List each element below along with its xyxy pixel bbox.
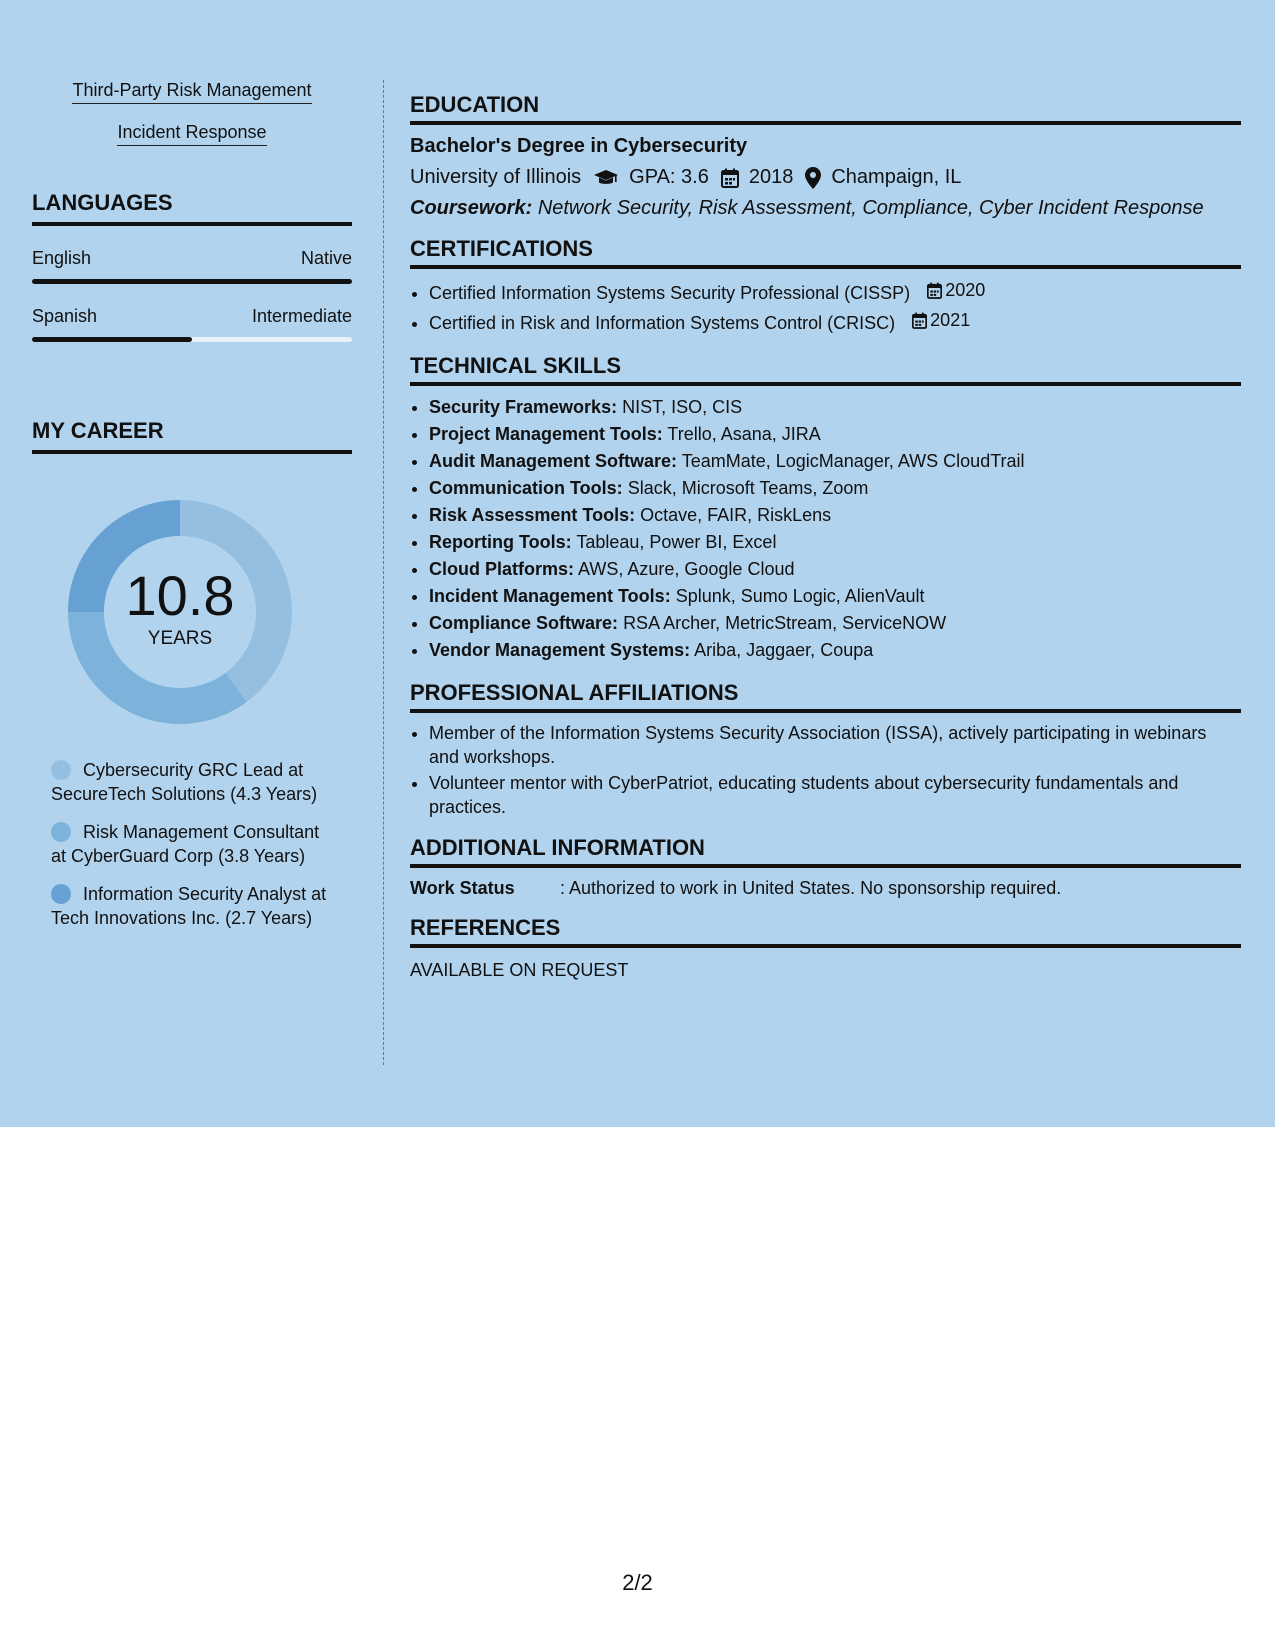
skill-category: Risk Assessment Tools: xyxy=(429,505,636,525)
skill-category: Security Frameworks: xyxy=(429,397,618,417)
career-legend-label: Information Security Analyst at Tech Innovations Inc. (2.7 Years) xyxy=(51,884,327,928)
references-section xyxy=(410,915,1241,981)
legend-dot-icon xyxy=(51,884,71,904)
career-legend-item xyxy=(51,882,336,930)
skill-tags xyxy=(32,80,352,146)
skill-values: Ariba, Jaggaer, Coupa xyxy=(694,640,874,660)
affiliation-item: • Volunteer mentor with CyberPatriot, educating students about cybersecurity fundamentals and practices. xyxy=(429,771,1241,819)
section-heading: REFERENCES xyxy=(410,915,1241,948)
section-heading: ADDITIONAL INFORMATION xyxy=(410,835,1241,868)
additional-info-section xyxy=(410,835,1241,899)
skill-item xyxy=(429,421,1241,448)
language-level: Intermediate xyxy=(251,306,352,326)
page-number: 2/2 xyxy=(622,1570,653,1595)
career-total-years: 10.8 xyxy=(125,564,235,627)
language-proficiency-bar xyxy=(32,337,352,342)
career-legend-label: Risk Management Consultant at CyberGuard Corp (3.8 Years) xyxy=(51,822,320,866)
skill-category: Incident Management Tools: xyxy=(429,586,671,606)
skill-category: Vendor Management Systems: xyxy=(429,640,691,660)
skill-values: NIST, ISO, CIS xyxy=(622,397,743,417)
skill-values: AWS, Azure, Google Cloud xyxy=(578,559,795,579)
graduation-cap-icon xyxy=(593,169,619,187)
education-details xyxy=(410,166,1241,189)
coursework-label: Coursework: xyxy=(410,197,533,219)
column-divider xyxy=(383,80,384,1065)
certification-name: Certified Information Systems Security Professional (CISSP) xyxy=(429,283,911,303)
references-text: AVAILABLE ON REQUEST xyxy=(410,960,629,980)
career-legend-item xyxy=(51,820,336,868)
language-level: Native xyxy=(300,248,352,268)
skill-item xyxy=(429,556,1241,583)
career-heading: MY CAREER xyxy=(32,418,352,454)
language-name: Spanish xyxy=(32,306,98,326)
donut-center xyxy=(66,498,294,726)
language-entry xyxy=(32,248,352,284)
section-heading: TECHNICAL SKILLS xyxy=(410,353,1241,386)
skill-values: Octave, FAIR, RiskLens xyxy=(640,505,832,525)
coursework-list: Network Security, Risk Assessment, Compliance, Cyber Incident Response xyxy=(537,197,1204,219)
legend-dot-icon xyxy=(51,822,71,842)
skill-values: Tableau, Power BI, Excel xyxy=(576,532,777,552)
coursework xyxy=(410,197,1241,220)
language-name: English xyxy=(32,248,92,268)
certification-year: 2021 xyxy=(930,310,971,330)
affiliations-section xyxy=(410,680,1241,819)
gpa: GPA: 3.6 xyxy=(629,166,709,188)
calendar-icon xyxy=(721,168,739,188)
technical-skills-list xyxy=(410,394,1241,664)
legend-dot-icon xyxy=(51,760,71,780)
skill-item xyxy=(429,529,1241,556)
skill-item xyxy=(429,475,1241,502)
sidebar xyxy=(32,80,352,944)
main-content xyxy=(410,92,1241,997)
career-legend xyxy=(32,758,336,930)
affiliations-list xyxy=(410,721,1241,819)
school-name: University of Illinois xyxy=(410,166,582,188)
career-legend-label: Cybersecurity GRC Lead at SecureTech Solutions (4.3 Years) xyxy=(51,760,318,804)
skill-item xyxy=(429,502,1241,529)
skill-category: Communication Tools: xyxy=(429,478,623,498)
calendar-icon xyxy=(927,282,942,299)
skill-item xyxy=(429,583,1241,610)
language-entry xyxy=(32,306,352,342)
education-section xyxy=(410,92,1241,220)
skill-item xyxy=(429,637,1241,664)
certification-name: Certified in Risk and Information Systems Control (CRISC) xyxy=(429,313,896,333)
technical-skills-section xyxy=(410,353,1241,664)
work-status-label: Work Status xyxy=(410,878,515,898)
language-proficiency-bar xyxy=(32,279,352,284)
skill-values: RSA Archer, MetricStream, ServiceNOW xyxy=(623,613,947,633)
career-years-unit: YEARS xyxy=(147,628,213,649)
career-donut-chart xyxy=(66,498,294,726)
skill-tag: Incident Response xyxy=(117,122,266,146)
skill-category: Project Management Tools: xyxy=(429,424,663,444)
skill-category: Compliance Software: xyxy=(429,613,619,633)
languages-heading: LANGUAGES xyxy=(32,190,352,226)
school-location: Champaign, IL xyxy=(831,166,962,188)
skill-item xyxy=(429,610,1241,637)
skill-values: Slack, Microsoft Teams, Zoom xyxy=(627,478,869,498)
certification-item xyxy=(429,307,1241,337)
language-proficiency-fill xyxy=(32,337,192,342)
language-proficiency-fill xyxy=(32,279,352,284)
career-legend-item xyxy=(51,758,336,806)
certifications-list xyxy=(410,277,1241,337)
work-status-value: : Authorized to work in United States. No sponsorship required. xyxy=(560,878,1062,898)
graduation-year: 2018 xyxy=(748,166,794,188)
skill-item xyxy=(429,448,1241,475)
skill-item xyxy=(429,394,1241,421)
skill-values: TeamMate, LogicManager, AWS CloudTrail xyxy=(681,451,1025,471)
degree-title: Bachelor's Degree in Cybersecurity xyxy=(410,135,748,157)
calendar-icon xyxy=(912,312,927,329)
affiliation-item: • Member of the Information Systems Security Association (ISSA), actively participating in webinars and workshops. xyxy=(429,721,1241,769)
skill-values: Trello, Asana, JIRA xyxy=(667,424,821,444)
section-heading: PROFESSIONAL AFFILIATIONS xyxy=(410,680,1241,713)
certification-item xyxy=(429,277,1241,307)
skill-category: Cloud Platforms: xyxy=(429,559,575,579)
section-heading: CERTIFICATIONS xyxy=(410,236,1241,269)
skill-category: Reporting Tools: xyxy=(429,532,572,552)
skill-category: Audit Management Software: xyxy=(429,451,678,471)
section-heading: EDUCATION xyxy=(410,92,1241,125)
certifications-section xyxy=(410,236,1241,337)
map-pin-icon xyxy=(805,167,821,189)
skill-values: Splunk, Sumo Logic, AlienVault xyxy=(675,586,925,606)
certification-year: 2020 xyxy=(945,280,986,300)
work-status-row xyxy=(410,878,1241,899)
skill-tag: Third-Party Risk Management xyxy=(72,80,311,104)
